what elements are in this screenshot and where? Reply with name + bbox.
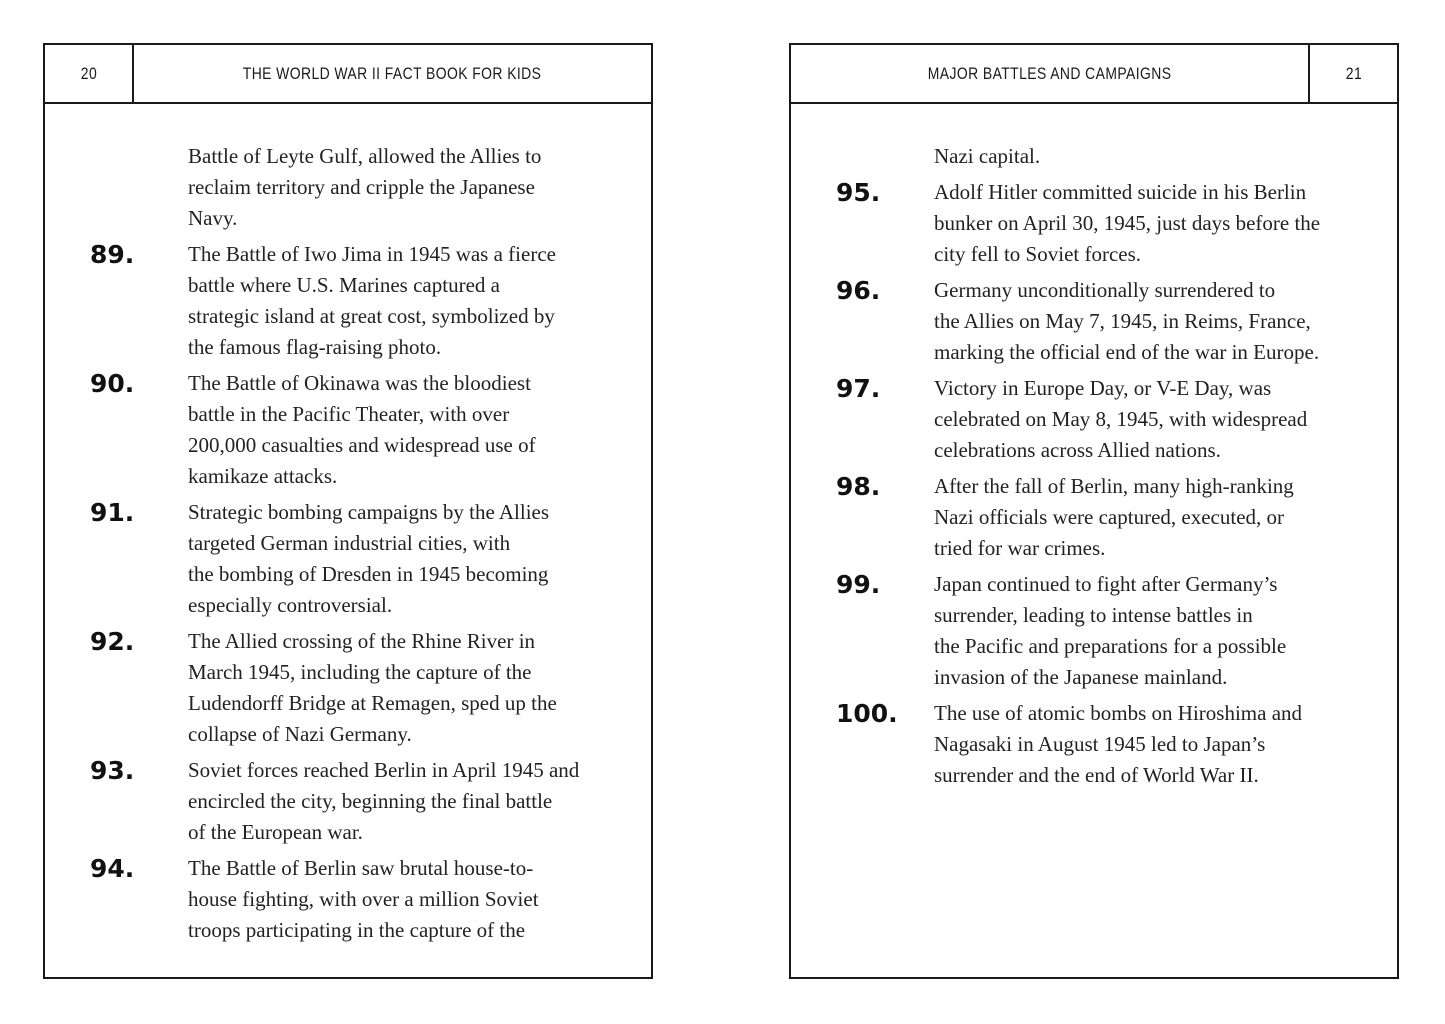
text-line: celebrated on May 8, 1945, with widespread [934, 407, 1308, 431]
page-number: 20 [80, 63, 97, 83]
fact-number: 90. [90, 369, 135, 398]
text-line: collapse of Nazi Germany. [188, 722, 412, 746]
fact-item [45, 853, 651, 946]
fact-number: 93. [90, 756, 135, 785]
text-line: Nagasaki in August 1945 led to Japan’s [934, 732, 1266, 756]
right-page-body [791, 141, 1397, 796]
left-page-header [45, 45, 651, 104]
text-line: Germany unconditionally surrendered to [934, 278, 1276, 302]
text-line: kamikaze attacks. [188, 464, 338, 488]
running-head-cell [134, 45, 651, 102]
fact-number: 96. [836, 276, 881, 305]
text-line: After the fall of Berlin, many high-ranking [934, 474, 1294, 498]
page-number-cell [45, 45, 134, 102]
fact-number: 97. [836, 374, 881, 403]
fact-item [45, 755, 651, 848]
text-line: Nazi officials were captured, executed, or [934, 505, 1285, 529]
continued-text [45, 141, 651, 234]
right-page-header [791, 45, 1397, 104]
fact-item [45, 497, 651, 621]
text-line: Soviet forces reached Berlin in April 1945 and [188, 758, 580, 782]
fact-item [791, 177, 1397, 270]
text-line: celebrations across Allied nations. [934, 438, 1221, 462]
text-line: the Pacific and preparations for a possible [934, 634, 1287, 658]
fact-item [791, 373, 1397, 466]
text-line: The Battle of Iwo Jima in 1945 was a fierce [188, 242, 556, 266]
fact-number: 89. [90, 240, 135, 269]
text-line: bunker on April 30, 1945, just days before the [934, 211, 1321, 235]
text-line: Navy. [188, 206, 238, 230]
text-line: surrender and the end of World War II. [934, 763, 1259, 787]
fact-item [791, 698, 1397, 791]
right-page [789, 43, 1399, 979]
text-line: Victory in Europe Day, or V-E Day, was [934, 376, 1272, 400]
text-line: invasion of the Japanese mainland. [934, 665, 1228, 689]
text-line: The Allied crossing of the Rhine River in [188, 629, 536, 653]
text-line: March 1945, including the capture of the [188, 660, 532, 684]
text-line: reclaim territory and cripple the Japanese [188, 175, 535, 199]
fact-item [791, 569, 1397, 693]
text-line: Japan continued to fight after Germany’s [934, 572, 1278, 596]
text-line: tried for war crimes. [934, 536, 1106, 560]
text-line: encircled the city, beginning the final battle [188, 789, 553, 813]
text-line: Nazi capital. [934, 144, 1041, 168]
fact-item [45, 626, 651, 750]
text-line: house fighting, with over a million Soviet [188, 887, 539, 911]
text-line: targeted German industrial cities, with [188, 531, 511, 555]
running-head-cell [791, 45, 1308, 102]
fact-number: 98. [836, 472, 881, 501]
fact-number: 91. [90, 498, 135, 527]
fact-number: 100. [836, 699, 898, 728]
fact-number: 99. [836, 570, 881, 599]
text-line: the bombing of Dresden in 1945 becoming [188, 562, 549, 586]
text-line: city fell to Soviet forces. [934, 242, 1142, 266]
text-line: especially controversial. [188, 593, 393, 617]
fact-item [791, 275, 1397, 368]
text-line: Strategic bombing campaigns by the Allies [188, 500, 550, 524]
text-line: Battle of Leyte Gulf, allowed the Allies to [188, 144, 542, 168]
text-line: The Battle of Berlin saw brutal house-to- [188, 856, 534, 880]
continued-text [791, 141, 1397, 172]
text-line: marking the official end of the war in Europe. [934, 340, 1320, 364]
text-line: the famous flag-raising photo. [188, 335, 442, 359]
text-line: The Battle of Okinawa was the bloodiest [188, 371, 531, 395]
running-head: THE WORLD WAR II FACT BOOK FOR KIDS [243, 63, 542, 83]
page-number-cell [1308, 45, 1397, 102]
fact-item [45, 239, 651, 363]
text-line: surrender, leading to intense battles in [934, 603, 1253, 627]
fact-number: 92. [90, 627, 135, 656]
text-line: strategic island at great cost, symbolized by [188, 304, 555, 328]
left-page-body [45, 141, 651, 951]
text-line: troops participating in the capture of the [188, 918, 526, 942]
text-line: Ludendorff Bridge at Remagen, sped up the [188, 691, 557, 715]
text-line: The use of atomic bombs on Hiroshima and [934, 701, 1303, 725]
text-line: 200,000 casualties and widespread use of [188, 433, 536, 457]
text-line: Adolf Hitler committed suicide in his Berlin [934, 180, 1307, 204]
text-line: the Allies on May 7, 1945, in Reims, France, [934, 309, 1311, 333]
running-head: MAJOR BATTLES AND CAMPAIGNS [927, 63, 1172, 83]
text-line: battle in the Pacific Theater, with over [188, 402, 510, 426]
page-number: 21 [1345, 63, 1362, 83]
fact-number: 94. [90, 854, 135, 883]
text-line: battle where U.S. Marines captured a [188, 273, 500, 297]
fact-item [791, 471, 1397, 564]
text-line: of the European war. [188, 820, 363, 844]
fact-item [45, 368, 651, 492]
fact-number: 95. [836, 178, 881, 207]
left-page [43, 43, 653, 979]
